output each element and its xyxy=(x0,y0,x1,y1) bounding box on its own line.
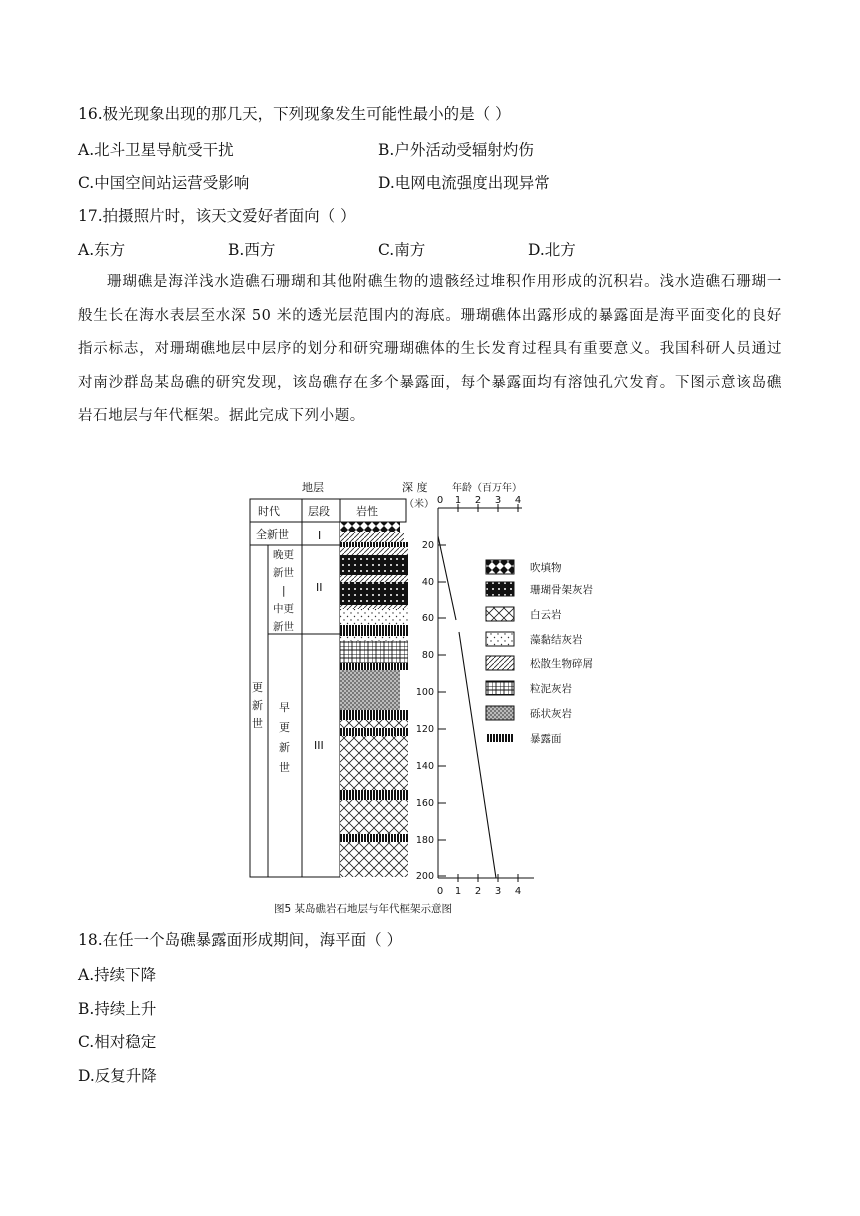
svg-text:3: 3 xyxy=(494,495,502,506)
q17-option-d: D.北方 xyxy=(528,241,576,259)
layer-1: I xyxy=(318,529,322,542)
legend-item-fill xyxy=(486,560,562,574)
svg-text:世: 世 xyxy=(252,717,263,730)
svg-text:0: 0 xyxy=(436,495,444,506)
age-tick-labels-bottom xyxy=(437,886,521,897)
svg-text:0: 0 xyxy=(436,886,444,897)
svg-text:4: 4 xyxy=(514,886,522,897)
svg-text:1: 1 xyxy=(454,495,462,506)
svg-text:2: 2 xyxy=(474,495,482,506)
q17-option-b: B.西方 xyxy=(228,241,276,259)
q18-option-a: A.持续下降 xyxy=(78,966,157,984)
q17-option-a: A.东方 xyxy=(78,241,126,259)
svg-text:中更: 中更 xyxy=(273,603,294,615)
question-17-stem: 17.拍摄照片时，该天文爱好者面向（ ） xyxy=(78,207,356,225)
svg-text:新世: 新世 xyxy=(273,621,294,633)
question-18-stem: 18.在任一个岛礁暴露面形成期间，海平面（ ） xyxy=(78,931,403,949)
svg-text:60: 60 xyxy=(421,613,434,624)
q16-option-d: D.电网电流强度出现异常 xyxy=(378,174,550,192)
header-era: 时代 xyxy=(258,505,280,518)
figure-caption: 图5 某岛礁岩石地层与年代框架示意图 xyxy=(274,903,453,915)
svg-text:160: 160 xyxy=(415,798,434,809)
svg-text:更: 更 xyxy=(252,681,263,694)
svg-text:白云岩: 白云岩 xyxy=(530,609,562,621)
passage-paragraph: 珊瑚礁是海洋浅水造礁石珊瑚和其他附礁生物的遗骸经过堆积作用形成的沉积岩。浅水造礁石珊瑚一般生长在海水表层至水深 50 米的透光层范围内的海底。珊瑚礁体出露形成的暴露面是海平面变化的良好指示标志，对珊瑚礁地层中层序的划分和研究珊瑚礁体的生长发育过程具有重要意义。我国科研人员通过对南沙群岛某岛礁的研究发现，该岛礁存在多个暴露面，每个暴露面均有溶蚀孔穴发育。下图示意该岛礁岩石地层与年代框架。据此完成下列小题。 xyxy=(78,274,782,424)
legend-item-algal xyxy=(486,632,583,646)
svg-text:3: 3 xyxy=(494,886,502,897)
q16-option-c: C.中国空间站运营受影响 xyxy=(78,174,250,192)
legend-item-exposure xyxy=(486,733,562,745)
depth-tick-labels xyxy=(416,540,434,882)
svg-text:早: 早 xyxy=(279,701,290,714)
svg-text:80: 80 xyxy=(421,650,434,661)
header-lithology: 岩性 xyxy=(356,505,378,518)
q18-option-c: C.相对稳定 xyxy=(78,1033,157,1051)
era-holocene: 全新世 xyxy=(256,528,289,541)
q18-option-d: D.反复升降 xyxy=(78,1067,157,1085)
era-pleistocene xyxy=(252,681,263,730)
svg-text:晚更: 晚更 xyxy=(273,549,294,561)
svg-text:|: | xyxy=(282,585,286,597)
depth-label: 深 度 xyxy=(402,481,428,494)
svg-text:松散生物碎屑: 松散生物碎屑 xyxy=(530,658,593,670)
era-late-mid-pleistocene xyxy=(273,548,294,633)
svg-text:珊瑚骨架灰岩: 珊瑚骨架灰岩 xyxy=(530,584,593,596)
svg-text:吹填物: 吹填物 xyxy=(530,562,562,574)
header-strata: 地层 xyxy=(302,481,324,494)
svg-text:世: 世 xyxy=(279,761,290,774)
strata-table xyxy=(250,499,340,877)
svg-text:180: 180 xyxy=(415,835,434,846)
svg-text:粒泥灰岩: 粒泥灰岩 xyxy=(530,683,572,695)
layer-2: II xyxy=(316,581,323,594)
legend-item-coral xyxy=(486,582,593,596)
svg-text:藻黏结灰岩: 藻黏结灰岩 xyxy=(530,634,583,646)
q16-option-a: A.北斗卫星导航受干扰 xyxy=(78,141,234,159)
svg-text:砾状灰岩: 砾状灰岩 xyxy=(530,708,572,720)
q17-option-c: C.南方 xyxy=(378,241,426,259)
legend-item-dolomite xyxy=(486,607,562,621)
legend-item-gravel xyxy=(486,706,572,720)
legend-item-grain xyxy=(486,681,572,695)
svg-text:4: 4 xyxy=(514,495,522,506)
strata-figure xyxy=(244,478,593,918)
svg-text:40: 40 xyxy=(421,577,434,588)
legend-item-loose xyxy=(486,656,593,670)
svg-text:更: 更 xyxy=(279,721,290,734)
layer-3: III xyxy=(314,739,324,752)
svg-text:2: 2 xyxy=(474,886,482,897)
era-early-pleistocene xyxy=(279,701,290,774)
question-16-stem: 16.极光现象出现的那几天，下列现象发生可能性最小的是（ ） xyxy=(78,105,511,123)
svg-text:200: 200 xyxy=(415,871,434,882)
age-tick-labels-top xyxy=(437,495,521,506)
svg-text:新: 新 xyxy=(252,699,263,712)
depth-unit: （米） xyxy=(404,499,434,510)
lithology-column xyxy=(340,522,408,877)
svg-text:1: 1 xyxy=(454,886,462,897)
q18-option-b: B.持续上升 xyxy=(78,1000,157,1018)
svg-text:新: 新 xyxy=(279,741,290,754)
age-label: 年龄（百万年） xyxy=(452,483,522,494)
svg-text:120: 120 xyxy=(415,724,434,735)
svg-text:20: 20 xyxy=(421,540,434,551)
svg-text:暴露面: 暴露面 xyxy=(530,733,562,745)
svg-text:新世: 新世 xyxy=(273,567,294,579)
svg-text:140: 140 xyxy=(415,761,434,772)
q16-option-b: B.户外活动受辐射灼伤 xyxy=(378,141,534,159)
legend xyxy=(486,560,593,745)
header-layer: 层段 xyxy=(308,505,330,518)
svg-text:100: 100 xyxy=(415,687,434,698)
